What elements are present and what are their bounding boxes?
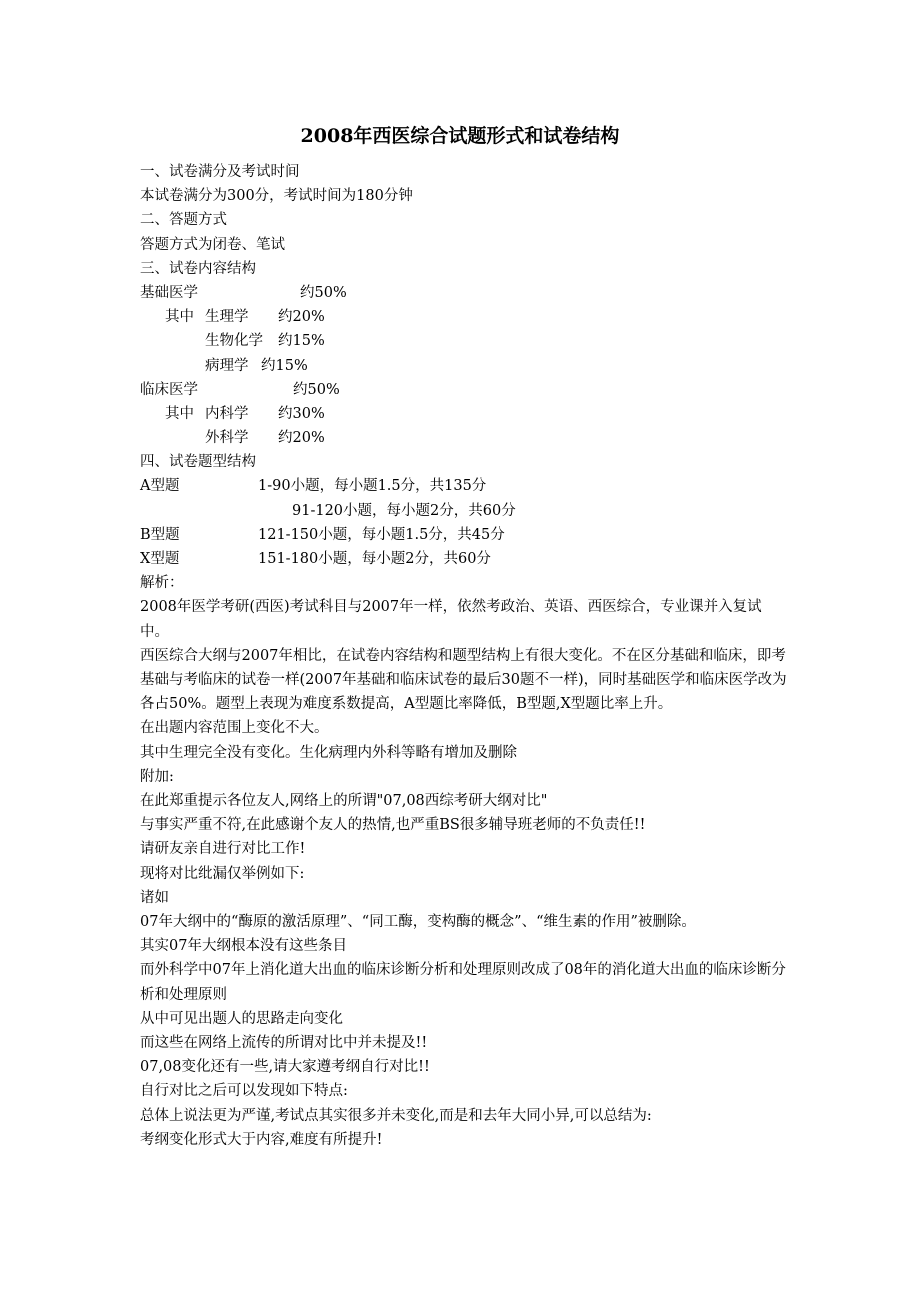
subject-pct: 约20% [278,309,325,326]
section-heading: 一、试卷满分及考试时间 [140,164,300,180]
subject-row [140,329,790,353]
question-type-detail: 121-150小题，每小题1.5分，共45分 [258,526,505,543]
question-type-detail: 91-120小题，每小题2分，共60分 [292,502,516,519]
subject-row [140,354,790,378]
subject-pct: 约15% [261,357,308,374]
basic-medicine-pct: 约50% [300,284,347,301]
appendix-line: 考纲变化形式大于内容,难度有所提升! [140,1131,383,1148]
clinical-medicine-row [140,378,790,402]
question-type-row [140,547,790,571]
analysis-heading: 解析： [140,575,184,592]
appendix-line: 在此郑重提示各位友人,网络上的所谓"07,08西综考研大纲对比" [140,792,548,809]
subject-name: 内科学 [205,405,249,422]
appendix-line: 其实07年大纲根本没有这些条目 [140,938,347,955]
basic-medicine-row [140,281,790,305]
appendix-line: 07年大纲中的“酶原的激活原理”、“同工酶，变构酶的概念”、“维生素的作用”被删除。 [140,914,696,930]
question-type-row [140,474,790,498]
appendix-line: 请研友亲自进行对比工作! [140,841,306,858]
subject-name: 生理学 [205,309,249,326]
subject-row [140,305,790,329]
subject-pct: 约30% [278,405,325,422]
appendix-line: 与事实严重不符,在此感谢个友人的热情,也严重BS很多辅导班老师的不负责任!! [140,817,646,834]
question-type-detail: 151-180小题，每小题2分，共60分 [258,551,491,567]
subject-name: 外科学 [205,430,249,447]
appendix-line: 自行对比之后可以发现如下特点: [140,1083,348,1100]
qizhong-label: 其中 [165,405,194,422]
analysis-paragraph: 其中生理完全没有变化。生化病理内外科等略有增加及删除 [140,744,517,761]
question-type-row [140,499,790,523]
question-type-row [140,523,790,547]
basic-medicine-label: 基础医学 [140,284,198,301]
document-body [140,160,790,1152]
section-heading: 二、答题方式 [140,212,227,229]
question-type-label: X型题 [140,551,180,567]
section-text: 答题方式为闭卷、笔试 [140,236,285,253]
appendix-heading: 附加: [140,768,174,785]
section-text: 本试卷满分为300分，考试时间为180分钟 [140,188,413,205]
document-title: 2008年西医综合试题形式和试卷结构 [300,125,620,147]
analysis-paragraph: 在出题内容范围上变化不大。 [140,720,329,737]
section-heading: 三、试卷内容结构 [140,260,256,277]
question-type-label: B型题 [140,526,180,543]
appendix-line: 现将对比纰漏仅举例如下: [140,865,305,882]
subject-name: 病理学 [205,357,249,374]
subject-row [140,402,790,426]
appendix-line: 总体上说法更为严谨,考试点其实很多并未变化,而是和去年大同小异,可以总结为: [140,1107,652,1124]
question-type-detail: 1-90小题，每小题1.5分，共135分 [258,478,487,495]
appendix-line: 而外科学中07年上消化道大出血的临床诊断分析和处理原则改成了08年的消化道大出血的临床诊断分析和处理原则 [140,962,786,1003]
appendix-line: 07,08变化还有一些,请大家遵考纲自行对比!! [140,1059,430,1076]
qizhong-label: 其中 [165,309,194,326]
subject-name: 生物化学 [205,333,263,350]
appendix-line: 从中可见出题人的思路走向变化 [140,1010,343,1027]
clinical-medicine-pct: 约50% [293,381,340,398]
subject-pct: 约15% [278,333,325,350]
subject-pct: 约20% [278,430,325,447]
analysis-paragraph: 西医综合大纲与2007年相比，在试卷内容结构和题型结构上有很大变化。不在区分基础和临床，即考基础与考临床的试卷一样(2007年基础和临床试卷的最后30题不一样)，同时基础医学和临床医学改为各占50%。题型上表现为难度系数提高，A型题比率降低，B型题,X型题比率上升。 [140,647,787,713]
appendix-line: 诸如 [140,889,169,906]
question-type-label: A型题 [140,478,180,495]
section-heading: 四、试卷题型结构 [140,454,256,471]
clinical-medicine-label: 临床医学 [140,381,198,398]
appendix-line: 而这些在网络上流传的所谓对比中并未提及!! [140,1035,428,1052]
subject-row [140,426,790,450]
analysis-paragraph: 2008年医学考研(西医)考试科目与2007年一样，依然考政治、英语、西医综合，专业课并入复试中。 [140,599,762,640]
